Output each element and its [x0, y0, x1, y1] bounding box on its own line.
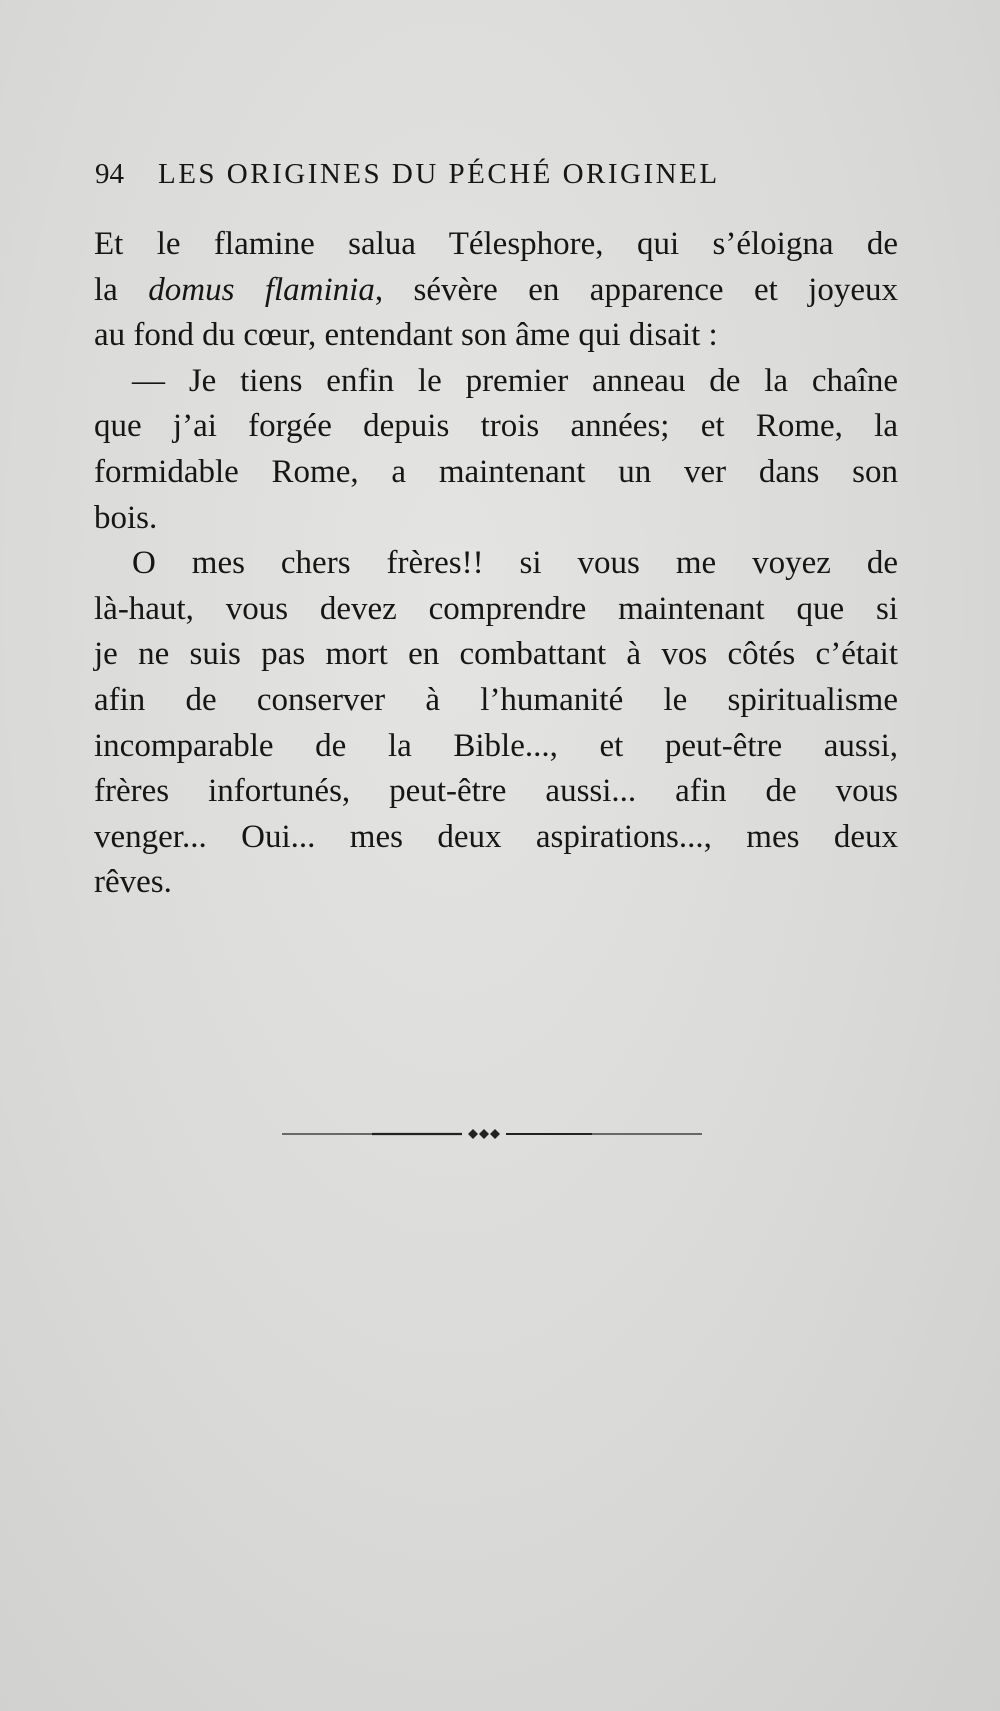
text-line [94, 268, 898, 314]
text-line: afin de conserver à l’humanité le spiritualisme [94, 681, 898, 718]
text-line: venger... Oui... mes deux aspirations..., mes deux [94, 818, 898, 855]
running-title: LES ORIGINES DU PÉCHÉ ORIGINEL [158, 158, 720, 190]
text-line: O mes chers frères!! si vous me voyez de [132, 545, 898, 582]
page-number: 94 [95, 158, 124, 190]
text-line: au fond du cœur, entendant son âme qui disait : [94, 317, 718, 354]
text-line: rêves. [94, 864, 172, 901]
text-segment: la [94, 271, 149, 308]
text-line: je ne suis pas mort en combattant à vos côtés c’était [94, 636, 898, 673]
text-line: là-haut, vous devez comprendre maintenant que si [94, 590, 898, 627]
text-line: incomparable de la Bible..., et peut-être aussi, [94, 727, 898, 764]
text-line: — Je tiens enfin le premier anneau de la chaîne [132, 362, 898, 399]
text-line: formidable Rome, a maintenant un ver dans son [94, 453, 898, 490]
text-line: frères infortunés, peut-être aussi... afin de vous [94, 773, 898, 810]
text-segment: , sévère en apparence et joyeux [374, 271, 898, 308]
text-line: bois. [94, 499, 158, 536]
body-text [94, 222, 898, 906]
italic-latin-phrase: domus flaminia [148, 271, 375, 308]
text-line: que j’ai forgée depuis trois années; et Rome, la [94, 408, 898, 445]
text-line: Et le flamine salua Télesphore, qui s’éloigna de [94, 226, 898, 262]
running-head [95, 158, 805, 191]
end-ornament-icon [282, 1124, 702, 1144]
